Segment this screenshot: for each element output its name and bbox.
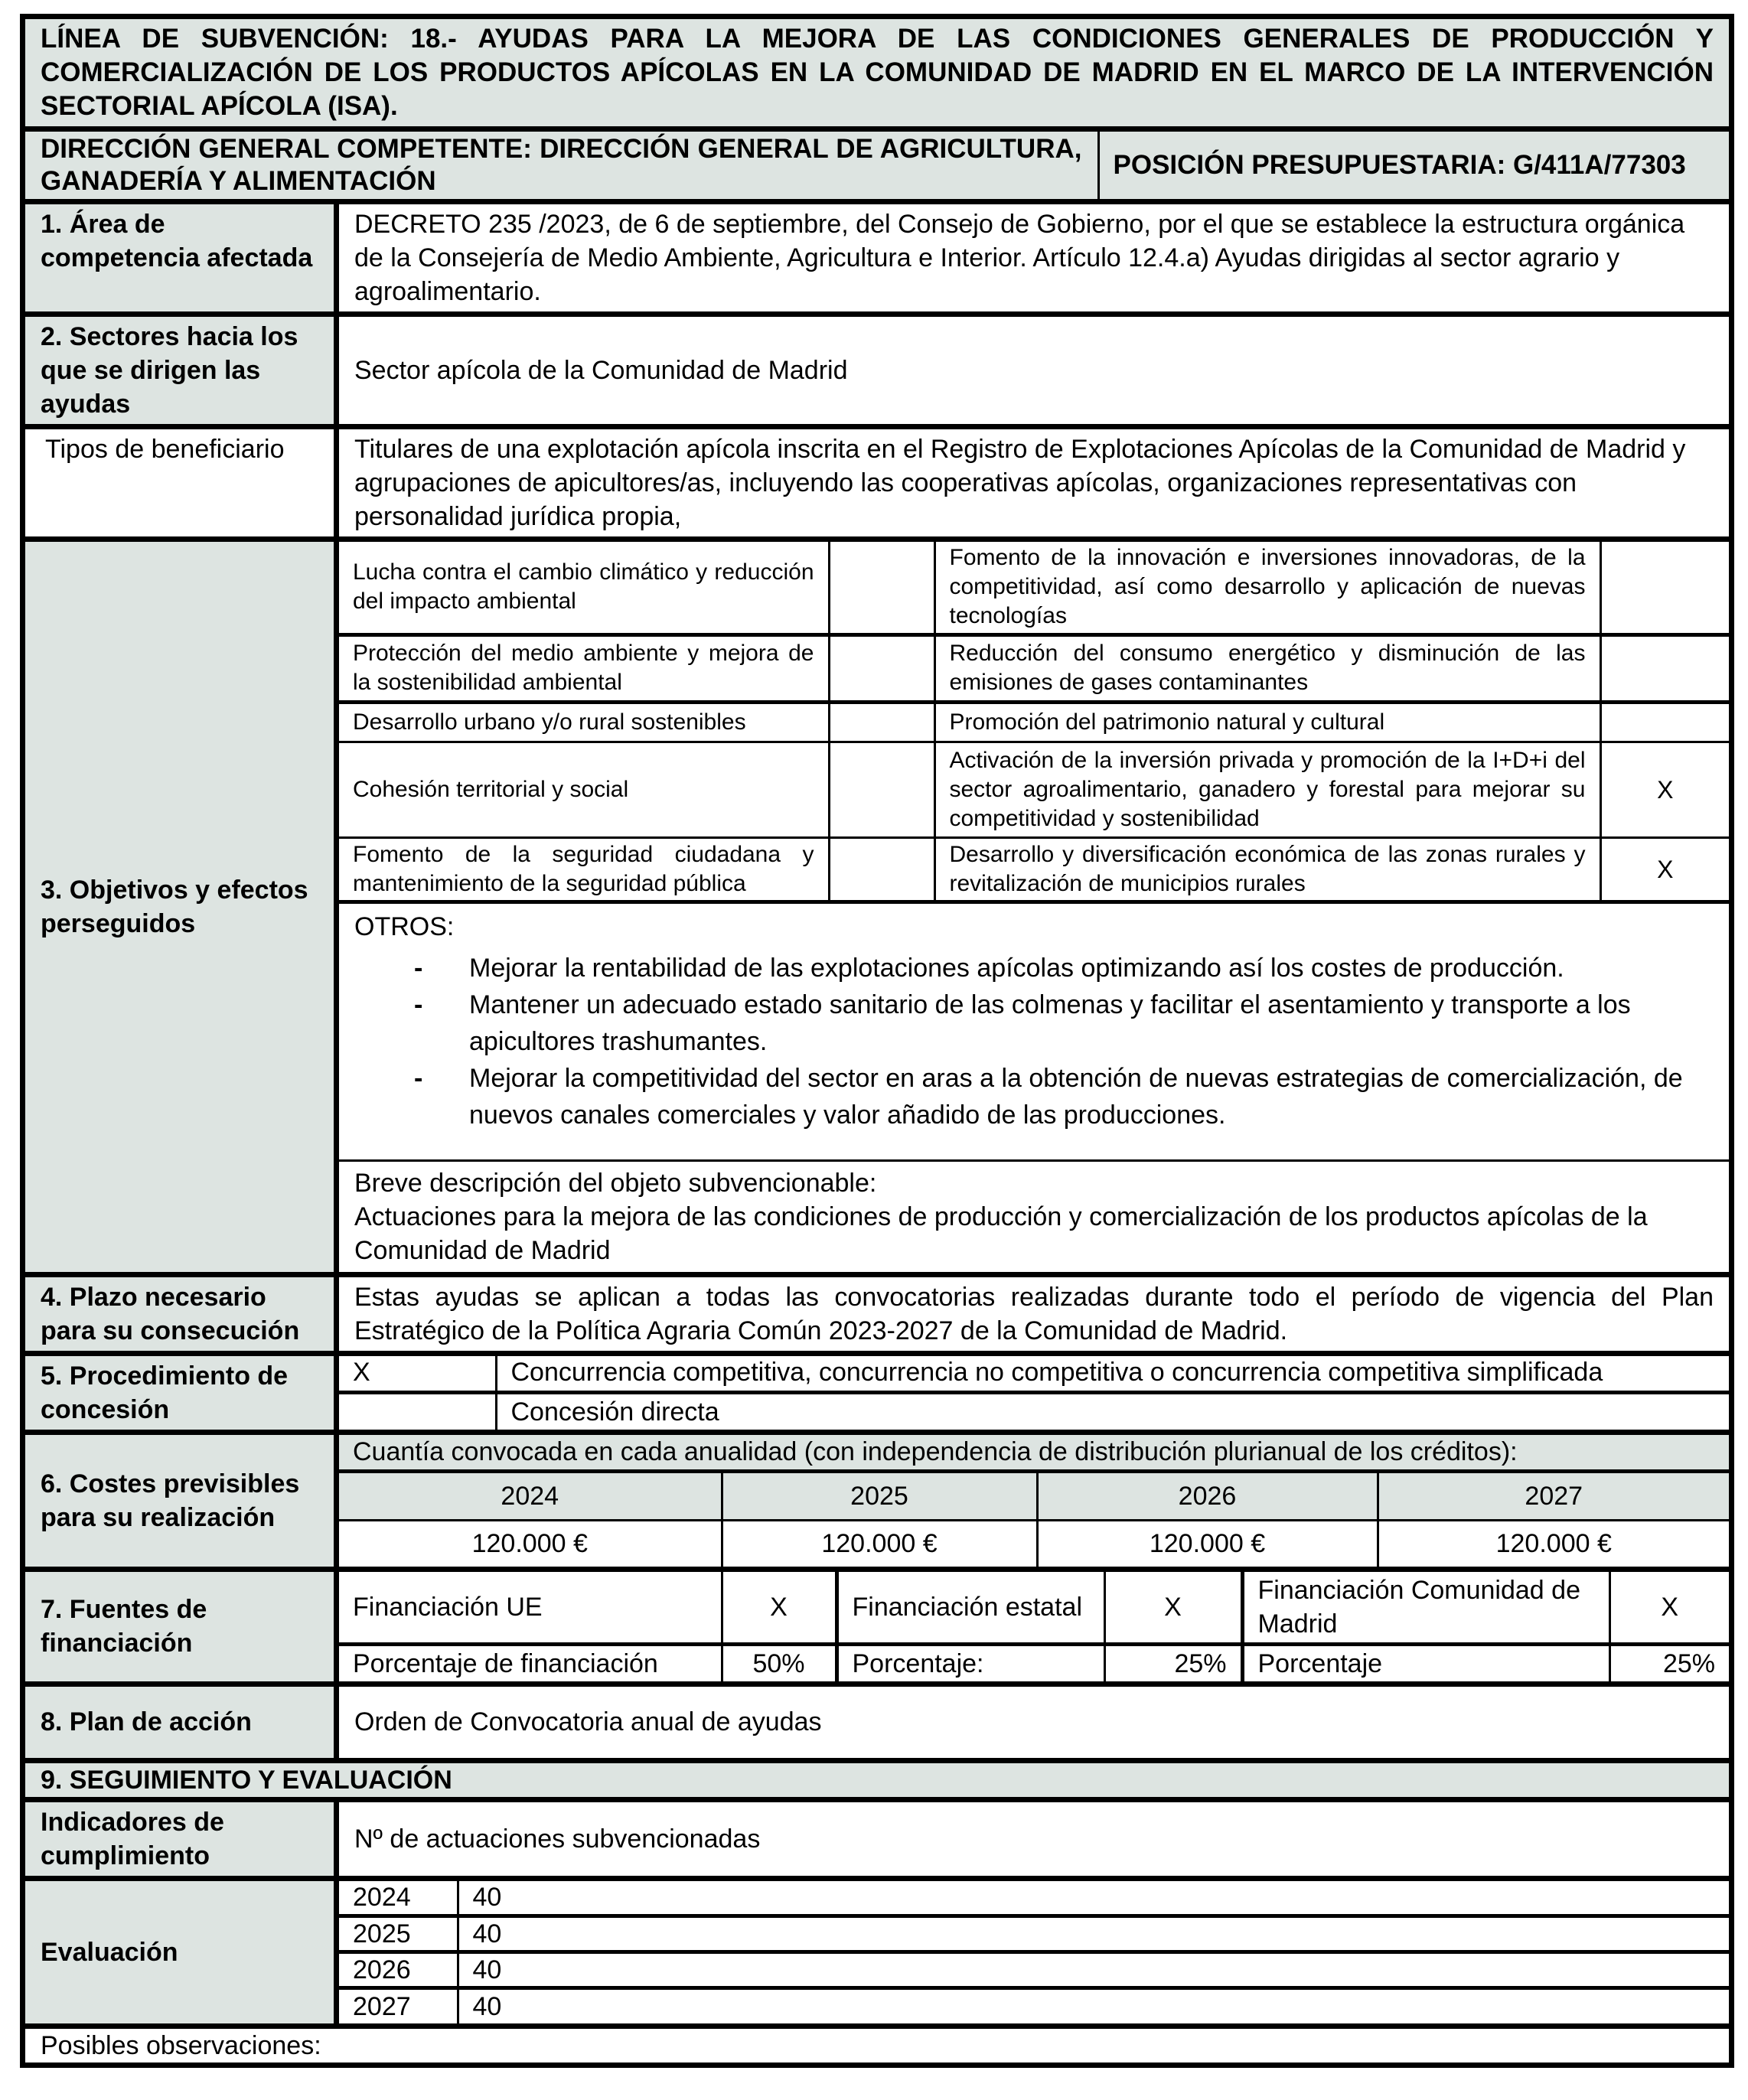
evaluacion-year-row xyxy=(339,1988,1729,2023)
objective-right: Fomento de la innovación e inversiones innovadoras, de la competitividad, así como desarrollo y aplicación de nuevas tecnologías xyxy=(934,542,1600,634)
section-5-row xyxy=(23,1353,1732,1432)
evaluacion-year: 2024 xyxy=(339,1881,458,1916)
costes-amount: 120.000 € xyxy=(1037,1521,1378,1567)
financiacion-sources-row xyxy=(339,1572,1729,1645)
header-direction-row xyxy=(23,129,1732,202)
objective-left-mark xyxy=(829,542,934,634)
section-1-row xyxy=(23,202,1732,315)
objective-left-mark xyxy=(829,702,934,742)
financiacion-ue-label: Financiación UE xyxy=(339,1572,722,1645)
evaluacion-table xyxy=(339,1881,1729,2023)
evaluacion-value: 40 xyxy=(458,1952,1729,1988)
objective-right-mark: X xyxy=(1600,742,1729,837)
evaluacion-year-row xyxy=(339,1916,1729,1952)
section-2-label: 2. Sectores hacia los que se dirigen las ayudas xyxy=(23,315,337,427)
objective-right-mark xyxy=(1600,634,1729,702)
procedimiento-text: Concurrencia competitiva, concurrencia no competitiva o concurrencia competitiva simplificada xyxy=(496,1356,1729,1393)
section-2-text: Sector apícola de la Comunidad de Madrid xyxy=(337,315,1732,427)
indicadores-row xyxy=(23,1799,1732,1878)
objective-left-mark xyxy=(829,742,934,837)
otros-row xyxy=(339,902,1729,1160)
posicion-presupuestaria: POSICIÓN PRESUPUESTARIA: G/411A/77303 xyxy=(1098,132,1729,199)
beneficiarios-text: Titulares de una explotación apícola inscrita en el Registro de Explotaciones Apícolas de la Comunidad de Madrid y agrupaciones de apicultores/as, incluyendo las cooperativas apícolas, organizaciones representativas con personalidad jurídica propia, xyxy=(337,427,1732,540)
objective-left-mark xyxy=(829,634,934,702)
otros-item: - Mejorar la competitividad del sector en aras a la obtención de nuevas estrategias de comercialización, de nuevos canales comerciales y valor añadido de las producciones. xyxy=(469,1060,1714,1133)
financiacion-table xyxy=(339,1572,1729,1681)
evaluacion-label: Evaluación xyxy=(23,1878,337,2026)
section-2-row xyxy=(23,315,1732,427)
otros-item: - Mejorar la rentabilidad de las explotaciones apícolas optimizando así los costes de producción. xyxy=(469,950,1714,986)
beneficiarios-label: Tipos de beneficiario xyxy=(23,427,337,540)
financiacion-estatal-label: Financiación estatal xyxy=(836,1572,1104,1645)
objective-row xyxy=(339,542,1729,634)
evaluacion-year-row xyxy=(339,1952,1729,1988)
section-8-text: Orden de Convocatoria anual de ayudas xyxy=(337,1684,1732,1760)
evaluacion-row xyxy=(23,1878,1732,2026)
objective-row xyxy=(339,742,1729,837)
costes-amount: 120.000 € xyxy=(1378,1521,1729,1567)
evaluacion-year: 2027 xyxy=(339,1988,458,2023)
objective-right: Desarrollo y diversificación económica de las zonas rurales y revitalización de municipios rurales xyxy=(934,837,1600,902)
financiacion-cam-pct: 25% xyxy=(1609,1645,1729,1681)
costes-year: 2027 xyxy=(1378,1472,1729,1521)
financiacion-estatal-pct-label: Porcentaje: xyxy=(836,1645,1104,1681)
section-6-label: 6. Costes previsibles para su realización xyxy=(23,1432,337,1569)
costes-year: 2026 xyxy=(1037,1472,1378,1521)
procedimiento-options xyxy=(339,1356,1729,1430)
financiacion-ue-pct: 50% xyxy=(722,1645,836,1681)
section-4-row xyxy=(23,1274,1732,1353)
section-1-label: 1. Área de competencia afectada xyxy=(23,202,337,315)
section-3-label: 3. Objetivos y efectos perseguidos xyxy=(23,540,337,1275)
procedimiento-mark: X xyxy=(339,1356,496,1393)
breve-descripcion-row xyxy=(339,1160,1729,1272)
evaluacion-year: 2025 xyxy=(339,1916,458,1952)
section-8-label: 8. Plan de acción xyxy=(23,1684,337,1760)
financiacion-pct-row xyxy=(339,1645,1729,1681)
financiacion-cam-pct-label: Porcentaje xyxy=(1242,1645,1609,1681)
objective-left: Desarrollo urbano y/o rural sostenibles xyxy=(339,702,829,742)
indicadores-label: Indicadores de cumplimiento xyxy=(23,1799,337,1878)
financiacion-estatal-pct: 25% xyxy=(1104,1645,1242,1681)
procedimiento-mark xyxy=(339,1393,496,1430)
objective-left: Lucha contra el cambio climático y reducción del impacto ambiental xyxy=(339,542,829,634)
objective-right-mark xyxy=(1600,702,1729,742)
observaciones-label: Posibles observaciones: xyxy=(23,2026,1732,2065)
section-9-title-row xyxy=(23,1760,1732,1799)
costes-year: 2024 xyxy=(339,1472,722,1521)
section-4-label: 4. Plazo necesario para su consecución xyxy=(23,1274,337,1353)
costes-amount: 120.000 € xyxy=(722,1521,1037,1567)
financiacion-estatal-mark: X xyxy=(1104,1572,1242,1645)
costes-table xyxy=(339,1435,1729,1567)
section-8-row xyxy=(23,1684,1732,1760)
costes-amount: 120.000 € xyxy=(339,1521,722,1567)
evaluacion-value: 40 xyxy=(458,1916,1729,1952)
procedimiento-option xyxy=(339,1393,1729,1430)
section-4-text: Estas ayudas se aplican a todas las convocatorias realizadas durante todo el período de vigencia del Plan Estratégico de la Política Agraria Común 2023-2027 de la Comunidad de Madrid. xyxy=(337,1274,1732,1353)
section-9-title: 9. SEGUIMIENTO Y EVALUACIÓN xyxy=(23,1760,1732,1799)
financiacion-ue-mark: X xyxy=(722,1572,836,1645)
evaluacion-value: 40 xyxy=(458,1988,1729,2023)
section-7-row xyxy=(23,1569,1732,1684)
indicadores-text: Nº de actuaciones subvencionadas xyxy=(337,1799,1732,1878)
objective-right-mark xyxy=(1600,542,1729,634)
financiacion-cam-mark: X xyxy=(1609,1572,1729,1645)
beneficiarios-row xyxy=(23,427,1732,540)
objective-left: Cohesión territorial y social xyxy=(339,742,829,837)
evaluacion-year: 2026 xyxy=(339,1952,458,1988)
costes-year: 2025 xyxy=(722,1472,1037,1521)
objective-row xyxy=(339,837,1729,902)
objective-row xyxy=(339,702,1729,742)
financiacion-cam-label: Financiación Comunidad de Madrid xyxy=(1242,1572,1609,1645)
otros-label: OTROS: xyxy=(354,911,455,941)
section-6-row xyxy=(23,1432,1732,1569)
procedimiento-text: Concesión directa xyxy=(496,1393,1729,1430)
objective-left: Protección del medio ambiente y mejora de la sostenibilidad ambiental xyxy=(339,634,829,702)
objective-left-mark xyxy=(829,837,934,902)
subsidy-line-sheet xyxy=(20,14,1734,2068)
otros-list xyxy=(354,950,1714,1133)
objective-right-mark: X xyxy=(1600,837,1729,902)
evaluacion-value: 40 xyxy=(458,1881,1729,1916)
objective-right: Reducción del consumo energético y disminución de las emisiones de gases contaminantes xyxy=(934,634,1600,702)
header-title-row xyxy=(23,17,1732,129)
objective-row xyxy=(339,634,1729,702)
evaluacion-year-row xyxy=(339,1881,1729,1916)
objective-left: Fomento de la seguridad ciudadana y mantenimiento de la seguridad pública xyxy=(339,837,829,902)
objective-right: Promoción del patrimonio natural y cultural xyxy=(934,702,1600,742)
procedimiento-option xyxy=(339,1356,1729,1393)
observaciones-row xyxy=(23,2026,1732,2065)
section-3-row xyxy=(23,540,1732,1275)
costes-amounts-row xyxy=(339,1521,1729,1567)
costes-years-row xyxy=(339,1472,1729,1521)
section-1-text: DECRETO 235 /2023, de 6 de septiembre, del Consejo de Gobierno, por el que se establece la estructura orgánica de la Consejería de Medio Ambiente, Agricultura e Interior. Artículo 12.4.a) Ayudas dirigidas al sector agrario y agroalimentario. xyxy=(337,202,1732,315)
linea-subvencion-title: LÍNEA DE SUBVENCIÓN: 18.- AYUDAS PARA LA MEJORA DE LAS CONDICIONES GENERALES DE PRODUCCIÓN Y COMERCIALIZACIÓN DE LOS PRODUCTOS APÍCOLAS EN LA COMUNIDAD DE MADRID EN EL MARCO DE LA INTERVENCIÓN SECTORIAL APÍCOLA (ISA). xyxy=(23,17,1732,129)
breve-descripcion-label: Breve descripción del objeto subvencionable: xyxy=(354,1168,877,1198)
subsidy-table xyxy=(20,14,1734,2068)
financiacion-ue-pct-label: Porcentaje de financiación xyxy=(339,1645,722,1681)
direccion-general: DIRECCIÓN GENERAL COMPETENTE: DIRECCIÓN GENERAL DE AGRICULTURA, GANADERÍA Y ALIMENTACIÓN xyxy=(25,132,1098,199)
otros-item: - Mantener un adecuado estado sanitario de las colmenas y facilitar el asentamiento y transporte a los apicultores trashumantes. xyxy=(469,986,1714,1060)
section-5-label: 5. Procedimiento de concesión xyxy=(23,1353,337,1432)
costes-intro: Cuantía convocada en cada anualidad (con independencia de distribución plurianual de los créditos): xyxy=(339,1435,1729,1472)
objectives-grid xyxy=(339,542,1729,1272)
breve-descripcion-text: Actuaciones para la mejora de las condiciones de producción y comercialización de los productos apícolas de la Comunidad de Madrid xyxy=(354,1202,1648,1265)
objective-right: Activación de la inversión privada y promoción de la I+D+i del sector agroalimentario, ganadero y forestal para mejorar su competitividad y sostenibilidad xyxy=(934,742,1600,837)
section-7-label: 7. Fuentes de financiación xyxy=(23,1569,337,1684)
